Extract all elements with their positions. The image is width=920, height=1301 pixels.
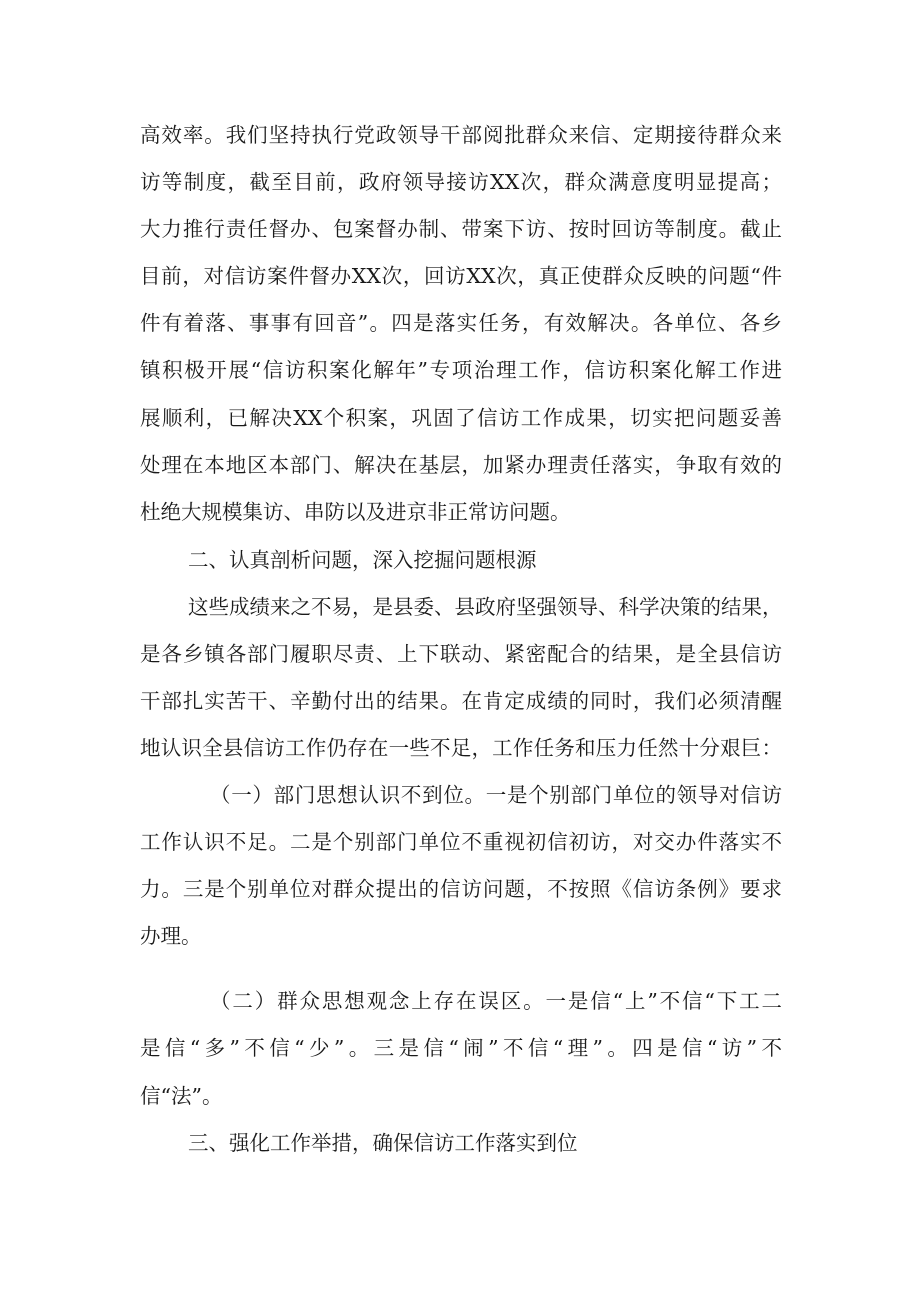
section-heading-3: 三、强化工作举措，确保信访工作落实到位	[188, 1131, 578, 1155]
subsection1-line: 办理。	[140, 924, 202, 948]
subsection1-line: 力。三是个别单位对群众提出的信访问题，不按照《信访条例》要求	[140, 877, 782, 901]
body-text-line: 件有着落、事事有回音”。四是落实任务，有效解决。各单位、各乡	[140, 311, 782, 335]
subsection1-line: （一）部门思想认识不到位。一是个别部门单位的领导对信访	[210, 783, 782, 807]
body-text-line: 高效率。我们坚持执行党政领导干部阅批群众来信、定期接待群众来	[140, 123, 782, 147]
body-text-line: 访等制度，截至目前，政府领导接访XX次，群众满意度明显提高；	[140, 170, 782, 194]
body-text-line: 杜绝大规模集访、串防以及进京非正常访问题。	[140, 500, 571, 524]
body-text-line: 展顺利，已解决XX个积案，巩固了信访工作成果，切实把问题妥善	[140, 406, 782, 430]
body-text-line: 镇积极开展“信访积案化解年”专项治理工作，信访积案化解工作进	[140, 358, 782, 382]
body-text-line: 处理在本地区本部门、解决在基层，加紧办理责任落实，争取有效的	[140, 453, 782, 477]
section2-paragraph-line: 地认识全县信访工作仍存在一些不足，工作任务和压力任然十分艰巨：	[140, 736, 782, 760]
section2-paragraph-line: 这些成绩来之不易，是县委、县政府坚强领导、科学决策的结果，	[188, 595, 783, 619]
section2-paragraph-line: 是各乡镇各部门履职尽责、上下联动、紧密配合的结果，是全县信访	[140, 642, 782, 666]
body-text-line: 大力推行责任督办、包案督办制、带案下访、按时回访等制度。截止	[140, 217, 782, 241]
subsection2-line: 是信“多”不信“少”。三是信“闹”不信“理”。四是信“访”不	[140, 1036, 782, 1060]
subsection1-line: 工作认识不足。二是个别部门单位不重视初信初访，对交办件落实不	[140, 830, 782, 854]
section2-paragraph-line: 干部扎实苦干、辛勤付出的结果。在肯定成绩的同时，我们必须清醒	[140, 689, 782, 713]
subsection2-line: （二）群众思想观念上存在误区。一是信“上”不信“下工二	[210, 989, 782, 1013]
body-text-line: 目前，对信访案件督办XX次，回访XX次，真正使群众反映的问题“件	[140, 264, 782, 288]
subsection2-line: 信“法”。	[140, 1084, 223, 1108]
section-heading-2: 二、认真剖析问题，深入挖掘问题根源	[188, 548, 537, 572]
